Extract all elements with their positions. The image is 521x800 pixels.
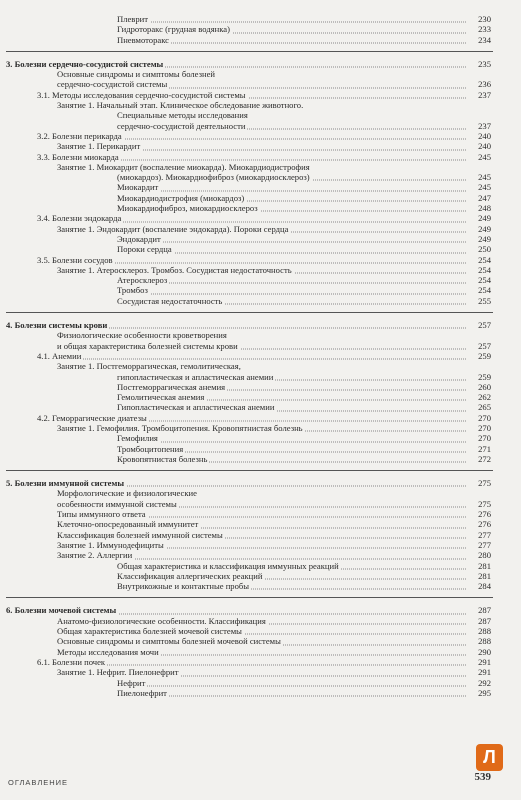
toc-entry-title: Миокардит [117,182,159,193]
toc-page-number: 275 [469,478,491,488]
toc-entry-title: Занятие 1. Эндокардит (воспаление эндокарда). Пороки сердца [57,223,289,234]
toc-entry-title: 4.2. Геморрагические диатезы [37,412,147,423]
toc-entry-title: Морфологические и физиологические [57,488,197,499]
toc-page-number: 262 [469,392,491,402]
toc-entry [0,100,521,110]
toc-entry-title: Миокардиодистрофия (миокардоз) [117,192,245,203]
toc-page-number: 254 [469,255,491,265]
toc-entry-title: 3. Болезни сердечно-сосудистой системы [6,58,164,69]
toc-page-number: 277 [469,540,491,550]
toc-page-number: 260 [469,382,491,392]
toc-entry [0,454,521,464]
toc-entry-title: Общая характеристика болезней мочевой системы [57,626,242,637]
toc-page-number: 284 [469,581,491,591]
toc-entry-title: 4.1. Анемии [37,350,82,361]
toc-entry-title: Тромбоцитопения [117,443,184,454]
toc-entry-title: 6.1. Болезни почек [37,656,106,667]
toc-page-number: 292 [469,678,491,688]
toc-entry [0,35,521,45]
toc-entry-title: Анатомо-физиологические особенности. Классификация [57,615,266,626]
toc-page-number: 254 [469,275,491,285]
toc-page-number: 280 [469,550,491,560]
toc-chapter-entry [0,320,521,330]
toc-entry-title: особенности иммунной системы [57,498,177,509]
toc-entry-title: Гемолитическая анемия [117,392,205,403]
toc-page-number: 259 [469,372,491,382]
toc-entry-title: Занятие 1. Начальный этап. Клиническое обследование животного. [57,100,304,111]
toc-page-number: 295 [469,688,491,698]
toc-entry-title: 6. Болезни мочевой системы [6,605,117,616]
toc-entry-title: 3.4. Болезни эндокарда [37,213,122,224]
toc-entry-title: Занятие 1. Нефрит. Пиелонефрит [57,667,179,678]
toc-entry-title: Плеврит [117,14,149,24]
toc-entry [0,351,521,361]
toc-entry [0,296,521,306]
toc-page-number: 288 [469,626,491,636]
toc-entry-title: Гемофилия [117,433,158,444]
toc-page-number: 291 [469,667,491,677]
toc-entry-title: Внутрикожные и контактные пробы [117,581,250,592]
toc-entry-title: Основные синдромы и симптомы болезней [57,69,215,80]
toc-entry-title: Занятие 1. Миокардит (воспаление миокарда). Миокардиодистрофия [57,161,310,172]
toc-entry-title: Атеросклероз [117,275,168,286]
toc-chapter-entry [0,478,521,488]
toc-page-number: 230 [469,14,491,24]
toc-entry-title: Кровопятнистая болезнь [117,453,208,464]
toc-page-number: 257 [469,341,491,351]
toc-entry-title: Типы иммунного ответа [57,509,146,520]
toc-page-number: 248 [469,203,491,213]
toc-entry-title: Занятие 1. Постгеморрагическая, гемолитическая, [57,361,241,372]
toc-entry-title: и общая характеристика болезней системы крови [57,340,238,351]
toc-entry-title: Тромбоз [117,285,148,296]
toc-page-number: 276 [469,509,491,519]
toc-entry-title: Сосудистая недостаточность [117,295,223,306]
toc-entry [0,90,521,100]
toc-page-number: 237 [469,90,491,100]
toc-entry-title: гипопластическая и апластическая анемии [117,371,274,382]
toc-entry-title: Нефрит [117,677,146,688]
toc-page-number: 291 [469,657,491,667]
toc-chapter-entry [0,59,521,69]
dot-leader [37,348,466,359]
toc-page-number: 275 [469,499,491,509]
toc-entry-title: Занятие 1. Гемофилия. Тромбоцитопения. Кровопятнистая болезнь [57,422,303,433]
toc-page-number: 249 [469,234,491,244]
toc-page-number: 257 [469,320,491,330]
toc-entry-title: 5. Болезни иммунной системы [6,478,125,489]
toc-entry [0,152,521,162]
toc-entry-title: Пороки сердца [117,244,172,255]
toc-page-number: 237 [469,121,491,131]
table-of-contents [0,14,521,698]
toc-entry-title: Занятие 2. Аллергии [57,550,133,561]
toc-page-number: 234 [469,35,491,45]
toc-entry-title: 3.1. Методы исследования сердечно-сосудистой системы [37,89,246,100]
toc-entry-title: Занятие 1. Атеросклероз. Тромбоз. Сосудистая недостаточность [57,264,292,275]
running-footer-label: ОГЛАВЛЕНИЕ [8,778,69,787]
toc-page-number: 240 [469,141,491,151]
toc-entry-title: Пневмоторакс [117,34,169,45]
toc-entry-title: 3.5. Болезни сосудов [37,254,113,265]
toc-entry-title: Классификация аллергических реакций [117,570,263,581]
toc-page-number: 288 [469,636,491,646]
toc-entry-title: 3.2. Болезни перикарда [37,130,122,141]
toc-page-number: 249 [469,213,491,223]
toc-entry-title: Пиелонефрит [117,687,167,698]
toc-entry-title: Занятие 1. Иммунодефициты [57,539,164,550]
toc-page-number: 287 [469,616,491,626]
toc-entry [0,688,521,698]
page-number: 539 [474,771,491,783]
toc-page-number: 247 [469,193,491,203]
toc-page-number: 270 [469,433,491,443]
toc-page-number: 245 [469,172,491,182]
toc-entry-title: Физиологические особенности кроветворения [57,330,227,341]
toc-page-number: 245 [469,182,491,192]
toc-page-number: 270 [469,413,491,423]
toc-entry-title: Специальные методы исследования [117,110,248,121]
toc-entry-title: Постгеморрагическая анемия [117,381,226,392]
toc-page-number: 250 [469,244,491,254]
toc-entry-title: Гипопластическая и апластическая анемии [117,402,275,413]
toc-page-number: 277 [469,530,491,540]
toc-entry-title: Занятие 1. Перикардит [57,141,141,152]
toc-entry-title: Гидроторакс (грудная водянка) [117,24,230,35]
toc-entry-title: Эндокардит [117,233,161,244]
dot-leader [117,685,466,696]
toc-entry-title: сердечно-сосудистой деятельности [117,120,246,131]
toc-entry-title: (миокардоз). Миокардиофиброз (миокардиосклероз) [117,172,310,183]
toc-entry-title: 4. Болезни системы крови [6,320,108,331]
toc-page-number: 272 [469,454,491,464]
toc-entry-title: сердечно-сосудистой системы [57,79,168,90]
toc-entry-title: Миокардиофиброз, миокардиосклероз [117,203,258,214]
toc-page-number: 233 [469,24,491,34]
toc-page-number: 254 [469,265,491,275]
toc-entry [0,581,521,591]
toc-page-number: 255 [469,296,491,306]
toc-page-number: 259 [469,351,491,361]
toc-page-number: 287 [469,605,491,615]
toc-page-number: 271 [469,444,491,454]
toc-entry-title: Клеточно-опосредованный иммунитет [57,519,199,530]
toc-page-number: 281 [469,571,491,581]
toc-page-number: 265 [469,402,491,412]
toc-page-number: 249 [469,224,491,234]
toc-entry-title: Общая характеристика и классификация иммунных реакций [117,560,339,571]
toc-page-number: 235 [469,59,491,69]
toc-page-number: 245 [469,152,491,162]
labirint-logo-icon[interactable]: Л [476,744,503,771]
toc-entry-title: Основные синдромы и симптомы болезней мочевой системы [57,636,281,647]
toc-page-number: 276 [469,519,491,529]
toc-entry-title: Классификация болезней иммунной системы [57,529,223,540]
toc-entry-title: 3.3. Болезни миокарда [37,151,119,162]
toc-page-number: 281 [469,561,491,571]
toc-page-number: 270 [469,423,491,433]
toc-entry-title: Методы исследования мочи [57,646,159,657]
toc-page-number: 240 [469,131,491,141]
toc-page-number: 290 [469,647,491,657]
toc-page-number: 236 [469,79,491,89]
toc-page-number: 254 [469,285,491,295]
